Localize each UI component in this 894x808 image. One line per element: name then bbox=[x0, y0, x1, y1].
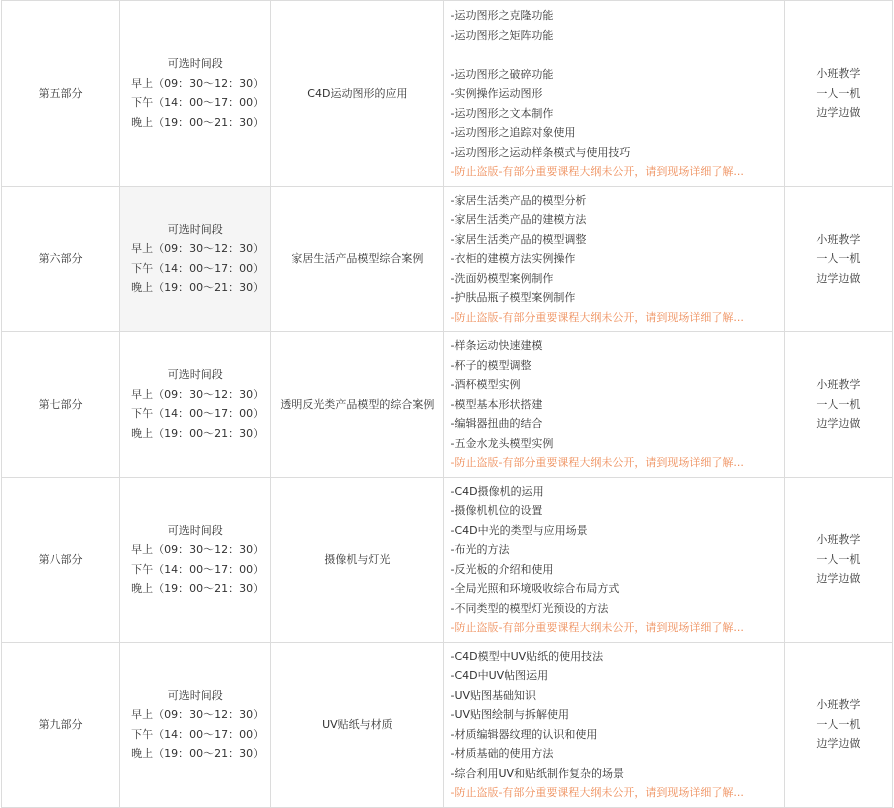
syllabus-topic: -家居生活类产品的模型分析 bbox=[450, 193, 587, 207]
syllabus-topic: -样条运动快速建模 bbox=[450, 339, 543, 352]
schedule-row bbox=[2, 477, 893, 642]
time-slot-option: 晚上（19：00～21：30） bbox=[131, 747, 265, 760]
syllabus-cell bbox=[444, 332, 784, 478]
time-slot-option: 下午（14：00～17：00） bbox=[131, 96, 265, 110]
teaching-mode-item: 边学边做 bbox=[816, 737, 861, 751]
syllabus-topic: -UV贴图绘制与拆解使用 bbox=[450, 708, 570, 721]
time-slot-cell bbox=[120, 477, 271, 642]
syllabus-cell bbox=[444, 1, 784, 187]
syllabus-cell bbox=[444, 642, 784, 807]
syllabus-topic: -不同类型的模型灯光预设的方法 bbox=[450, 601, 609, 615]
part-cell bbox=[2, 332, 120, 478]
syllabus-topic: -材质基础的使用方法 bbox=[450, 747, 554, 760]
time-slot-heading: 可选时间段 bbox=[167, 368, 223, 382]
time-slot-cell bbox=[120, 186, 271, 332]
teaching-mode-item: 边学边做 bbox=[816, 572, 861, 586]
time-slot-option: 下午（14：00～17：00） bbox=[131, 407, 265, 421]
module-title-cell bbox=[271, 477, 444, 642]
syllabus-note: -防止盗版-有部分重要课程大纲未公开，请到现场详细了解... bbox=[450, 621, 744, 634]
syllabus-topic: -摄像机机位的设置 bbox=[450, 504, 543, 517]
syllabus-topic: -运功图形之文本制作 bbox=[450, 106, 554, 120]
syllabus-topic: -运功图形之矩阵功能 bbox=[450, 28, 554, 42]
syllabus-topic: -布光的方法 bbox=[450, 543, 510, 556]
teaching-mode-item: 边学边做 bbox=[816, 106, 861, 119]
time-slot-cell bbox=[120, 1, 271, 187]
time-slot-option: 下午（14：00～17：00） bbox=[131, 562, 265, 576]
time-slot-option: 早上（09：30～12：30） bbox=[131, 708, 265, 721]
teaching-mode-cell bbox=[784, 642, 892, 807]
syllabus-topic: -实例操作运动图形 bbox=[450, 87, 543, 100]
syllabus-topic: -全局光照和环境吸收综合布局方式 bbox=[450, 582, 620, 595]
syllabus-note: -防止盗版-有部分重要课程大纲未公开，请到现场详细了解... bbox=[450, 165, 744, 178]
part-label: 第六部分 bbox=[38, 252, 83, 265]
schedule-row bbox=[2, 642, 893, 807]
time-slot-option: 下午（14：00～17：00） bbox=[131, 261, 265, 275]
part-label: 第五部分 bbox=[38, 86, 83, 100]
syllabus-topic: -模型基本形状搭建 bbox=[450, 397, 543, 411]
syllabus-note: -防止盗版-有部分重要课程大纲未公开，请到现场详细了解... bbox=[450, 456, 744, 469]
teaching-mode-item: 一人一机 bbox=[816, 397, 861, 411]
teaching-mode-cell bbox=[784, 332, 892, 478]
module-title-cell bbox=[271, 332, 444, 478]
schedule-row bbox=[2, 1, 893, 187]
time-slot-option: 早上（09：30～12：30） bbox=[131, 242, 265, 256]
syllabus-cell bbox=[444, 477, 784, 642]
teaching-mode-cell bbox=[784, 186, 892, 332]
syllabus-topic: -材质编辑器纹理的认识和使用 bbox=[450, 727, 598, 741]
syllabus-cell bbox=[444, 186, 784, 332]
teaching-mode-item: 小班教学 bbox=[816, 378, 861, 391]
teaching-mode-item: 一人一机 bbox=[816, 552, 861, 566]
part-cell bbox=[2, 477, 120, 642]
syllabus-topic: -C4D中UV帖图运用 bbox=[450, 669, 549, 682]
part-cell bbox=[2, 186, 120, 332]
syllabus-topic: -护肤品瓶子模型案例制作 bbox=[450, 291, 576, 304]
syllabus-topic: -家居生活类产品的建模方法 bbox=[450, 213, 587, 226]
time-slot-heading: 可选时间段 bbox=[167, 523, 223, 537]
time-slot-option: 晚上（19：00～21：30） bbox=[131, 281, 265, 295]
teaching-mode-item: 一人一机 bbox=[816, 86, 861, 100]
time-slot-option: 晚上（19：00～21：30） bbox=[131, 426, 265, 440]
time-slot-heading: 可选时间段 bbox=[167, 57, 223, 71]
teaching-mode-item: 小班教学 bbox=[816, 533, 861, 547]
teaching-mode-item: 一人一机 bbox=[816, 717, 861, 731]
syllabus-topic: -综合利用UV和贴纸制作复杂的场景 bbox=[450, 766, 625, 780]
time-slot-option: 晚上（19：00～21：30） bbox=[131, 582, 265, 595]
syllabus-topic: -C4D摄像机的运用 bbox=[450, 484, 544, 498]
syllabus-note: -防止盗版-有部分重要课程大纲未公开，请到现场详细了解... bbox=[450, 786, 744, 799]
syllabus-topic: -运功图形之运动样条模式与使用技巧 bbox=[450, 145, 631, 159]
teaching-mode-item: 边学边做 bbox=[816, 417, 861, 430]
teaching-mode-cell bbox=[784, 477, 892, 642]
course-schedule-table bbox=[1, 0, 893, 808]
time-slot-cell bbox=[120, 642, 271, 807]
teaching-mode-item: 边学边做 bbox=[816, 271, 861, 285]
part-cell bbox=[2, 642, 120, 807]
syllabus-topic: -C4D模型中UV贴纸的使用技法 bbox=[450, 649, 604, 663]
schedule-rows bbox=[2, 1, 893, 808]
time-slot-option: 晚上（19：00～21：30） bbox=[131, 115, 265, 129]
teaching-mode-item: 一人一机 bbox=[816, 252, 861, 265]
syllabus-topic: -洗面奶模型案例制作 bbox=[450, 271, 554, 285]
syllabus-topic: -家居生活类产品的模型调整 bbox=[450, 232, 587, 246]
part-label: 第九部分 bbox=[38, 717, 83, 731]
module-title-cell bbox=[271, 186, 444, 332]
syllabus-topic: -酒杯模型实例 bbox=[450, 378, 521, 391]
syllabus-topic: -运功图形之克隆功能 bbox=[450, 9, 554, 22]
teaching-mode-item: 小班教学 bbox=[816, 67, 861, 80]
syllabus-topic: -UV贴图基础知识 bbox=[450, 688, 537, 702]
teaching-mode-cell bbox=[784, 1, 892, 187]
syllabus-topic: -C4D中光的类型与应用场景 bbox=[450, 523, 588, 537]
time-slot-cell bbox=[120, 332, 271, 478]
time-slot-option: 早上（09：30～12：30） bbox=[131, 387, 265, 401]
time-slot-option: 早上（09：30～12：30） bbox=[131, 543, 265, 556]
syllabus-topic: -反光板的介绍和使用 bbox=[450, 562, 554, 576]
syllabus-topic: -五金水龙头模型实例 bbox=[450, 436, 554, 450]
module-title-cell bbox=[271, 1, 444, 187]
module-title: UV贴纸与材质 bbox=[322, 717, 393, 731]
teaching-mode-item: 小班教学 bbox=[816, 232, 861, 246]
module-title-cell bbox=[271, 642, 444, 807]
part-cell bbox=[2, 1, 120, 187]
part-label: 第八部分 bbox=[38, 552, 83, 566]
syllabus-note: -防止盗版-有部分重要课程大纲未公开，请到现场详细了解... bbox=[450, 310, 744, 324]
time-slot-option: 早上（09：30～12：30） bbox=[131, 76, 265, 90]
teaching-mode-item: 小班教学 bbox=[816, 698, 861, 712]
syllabus-topic: -杯子的模型调整 bbox=[450, 358, 532, 372]
syllabus-topic: -编辑器扭曲的结合 bbox=[450, 417, 543, 430]
syllabus-topic: -运功图形之追踪对象使用 bbox=[450, 126, 576, 139]
time-slot-heading: 可选时间段 bbox=[167, 222, 223, 236]
syllabus-topic: -衣柜的建模方法实例操作 bbox=[450, 252, 576, 265]
module-title: C4D运动图形的应用 bbox=[307, 86, 408, 100]
module-title: 家居生活产品模型综合案例 bbox=[291, 252, 424, 265]
module-title: 摄像机与灯光 bbox=[324, 552, 391, 566]
time-slot-option: 下午（14：00～17：00） bbox=[131, 727, 265, 741]
syllabus-topic bbox=[450, 45, 783, 65]
time-slot-heading: 可选时间段 bbox=[167, 688, 223, 702]
part-label: 第七部分 bbox=[38, 397, 83, 411]
module-title: 透明反光类产品模型的综合案例 bbox=[280, 397, 435, 411]
schedule-row bbox=[2, 332, 893, 478]
schedule-row bbox=[2, 186, 893, 332]
syllabus-topic: -运功图形之破碎功能 bbox=[450, 67, 554, 81]
